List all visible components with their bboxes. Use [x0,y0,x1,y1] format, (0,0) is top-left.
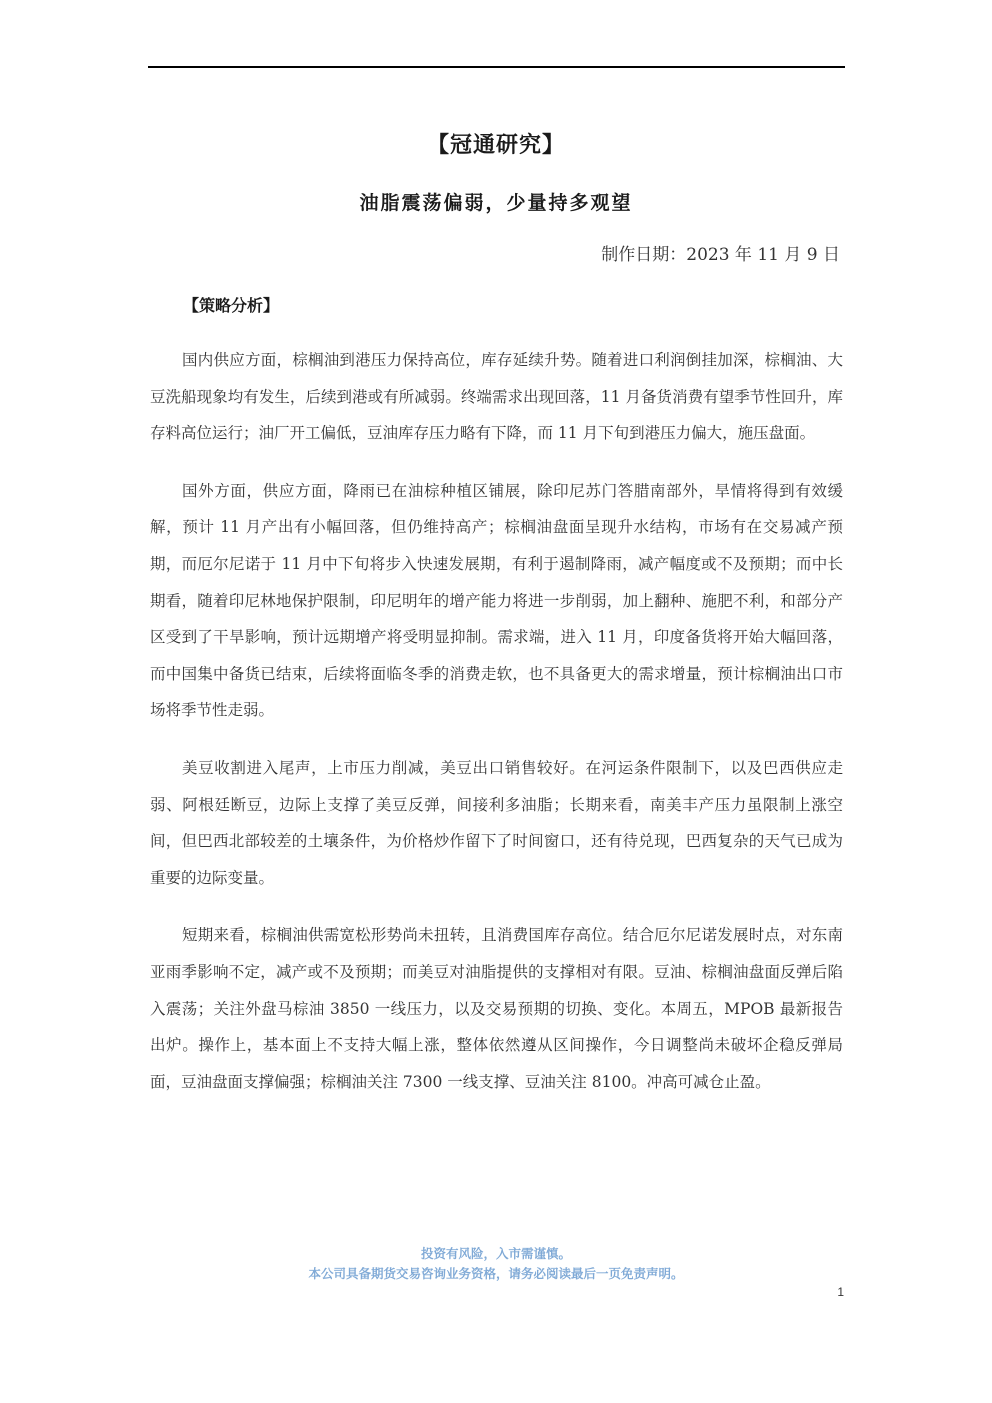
paragraph-short-term-outlook: 短期来看，棕榈油供需宽松形势尚未扭转，且消费国库存高位。结合厄尔尼诺发展时点，对东南亚雨季影响不定，减产或不及预期；而美豆对油脂提供的支撑相对有限。豆油、棕榈油盘面反弹后陷入震荡；关注外盘马棕油 3850 一线压力，以及交易预期的切换、变化。本周五，MPOB 最新报告出炉。操作上，基本面上不支持大幅上涨，整体依然遵从区间操作，今日调整尚未破坏企稳反弹局面，豆油盘面支撑偏强；棕榈油关注 7300 一线支撑、豆油关注 8100。冲高可减仓止盈。 [150,926,843,1091]
disclaimer-line-risk: 投资有风险，入市需谨慎。 [420,1246,571,1261]
disclaimer-line-qualification: 本公司具备期货交易咨询业务资格，请务必阅读最后一页免责声明。 [308,1266,684,1281]
risk-disclaimer [0,1244,992,1284]
brand-title: 【冠通研究】 [426,132,565,158]
report-title: 油脂震荡偏弱，少量持多观望 [359,192,633,214]
page-number: 1 [837,1285,844,1299]
header-rule [148,66,845,68]
report-body [150,342,843,1121]
report-date: 制作日期：2023 年 11 月 9 日 [601,245,840,265]
paragraph-overseas-supply: 国外方面，供应方面，降雨已在油棕种植区铺展，除印尼苏门答腊南部外，旱情将得到有效缓解，预计 11 月产出有小幅回落，但仍维持高产；棕榈油盘面呈现升水结构，市场有在交易减产预期，而厄尔尼诺于 11 月中下旬将步入快速发展期，有利于遏制降雨，减产幅度或不及预期；而中长期看，随着印尼林地保护限制，印尼明年的增产能力将进一步削弱，加上翻种、施肥不利，和部分产区受到了干旱影响，预计远期增产将受明显抑制。需求端，进入 11 月，印度备货将开始大幅回落，而中国集中备货已结束，后续将面临冬季的消费走软，也不具备更大的需求增量，预计棕榈油出口市场将季节性走弱。 [150,481,843,720]
section-heading-strategy: 【策略分析】 [183,296,280,315]
paragraph-us-soybean: 美豆收割进入尾声，上市压力削减，美豆出口销售较好。在河运条件限制下，以及巴西供应走弱、阿根廷断豆，边际上支撑了美豆反弹，间接利多油脂；长期来看，南美丰产压力虽限制上涨空间，但巴西北部较差的土壤条件，为价格炒作留下了时间窗口，还有待兑现，巴西复杂的天气已成为重要的边际变量。 [150,758,843,887]
paragraph-domestic-supply: 国内供应方面，棕榈油到港压力保持高位，库存延续升势。随着进口利润倒挂加深，棕榈油、大豆洗船现象均有发生，后续到港或有所减弱。终端需求出现回落，11 月备货消费有望季节性回升，库存料高位运行；油厂开工偏低，豆油库存压力略有下降，而 11 月下旬到港压力偏大，施压盘面。 [150,351,843,443]
